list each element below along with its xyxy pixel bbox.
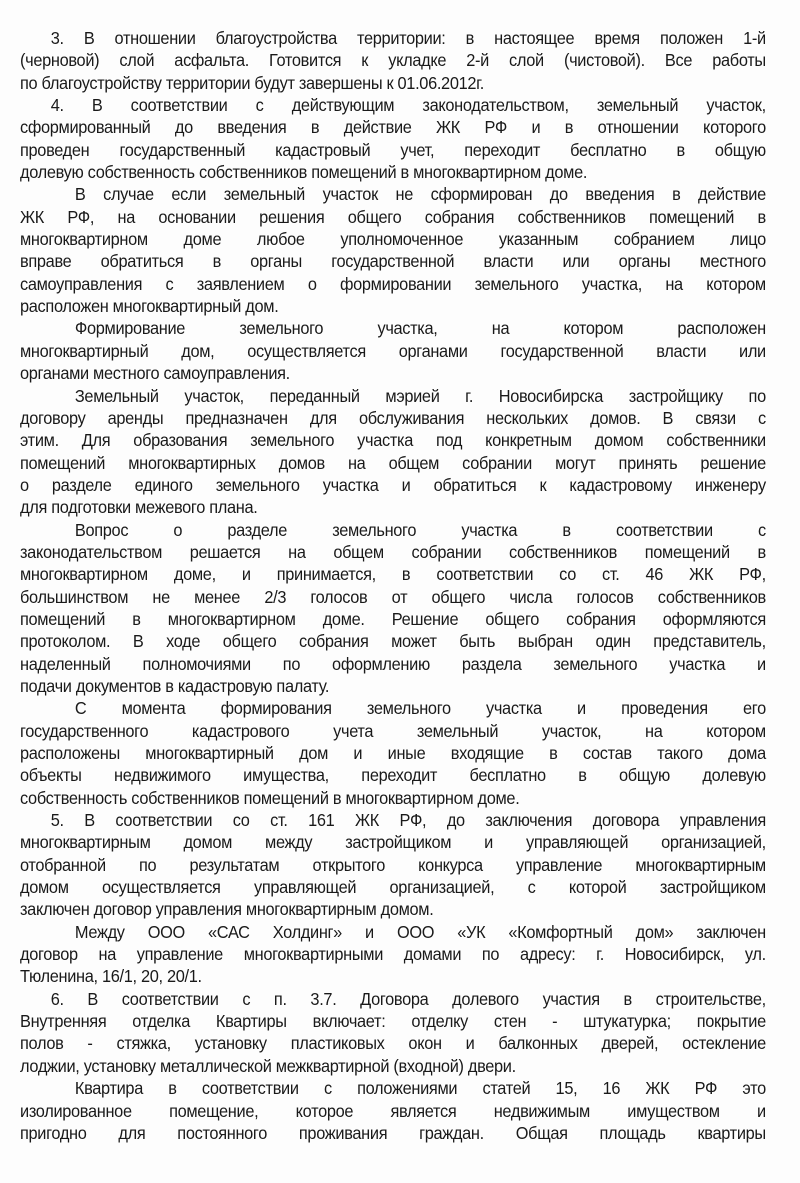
text-line: многоквартирным домом между застройщиком и управляющей организацией, bbox=[20, 832, 766, 853]
text-line: 6. В соответствии с п. 3.7. Договора долевого участия в строительстве, bbox=[50, 988, 766, 1009]
text-line: Формирование земельного участка, на котором расположен bbox=[74, 318, 766, 339]
text-line: 4. В соответствии с действующим законодательством, земельный участок, bbox=[50, 95, 766, 116]
text-line: Земельный участок, переданный мэрией г. Новосибирска застройщику по bbox=[74, 385, 766, 406]
text-line: большинством не менее 2/3 голосов от общего числа голосов собственников bbox=[20, 586, 766, 607]
text-line: Между ООО «САС Холдинг» и ООО «УК «Комфортный дом» заключен bbox=[74, 921, 766, 942]
text-line: многоквартирном доме, и принимается, в соответствии со ст. 46 ЖК РФ, bbox=[20, 564, 766, 585]
text-line: расположен многоквартирный дом. bbox=[20, 296, 279, 317]
text-line: помещений в многоквартирном доме. Решение общего собрания оформляются bbox=[20, 608, 766, 629]
text-line: договор на управление многоквартирными домами по адресу: г. Новосибирск, ул. bbox=[20, 944, 766, 965]
text-line: самоуправления с заявлением о формировании земельного участка, на котором bbox=[20, 273, 766, 294]
text-line: этим. Для образования земельного участка под конкретным домом собственники bbox=[20, 430, 766, 451]
text-line: изолированное помещение, которое является недвижимым имуществом и bbox=[20, 1100, 766, 1121]
text-line: проведен государственный кадастровый учет, переходит бесплатно в общую bbox=[20, 139, 766, 160]
text-line: полов - стяжка, установку пластиковых окон и балконных дверей, остекление bbox=[20, 1033, 766, 1054]
text-line: многоквартирном доме любое уполномоченное указанным собранием лицо bbox=[20, 229, 766, 250]
text-line: по благоустройству территории будут завершены к 01.06.2012г. bbox=[20, 72, 485, 93]
text-line: объекты недвижимого имущества, переходит бесплатно в общую долевую bbox=[20, 765, 766, 786]
text-line: 3. В отношении благоустройства территории: в настоящее время положен 1-й bbox=[50, 28, 766, 48]
text-line: домом осуществляется управляющей организацией, с которой застройщиком bbox=[20, 877, 766, 898]
text-line: о разделе единого земельного участка и обратиться к кадастровому инженеру bbox=[20, 474, 766, 495]
document-body bbox=[20, 27, 766, 1144]
text-line: сформированный до введения в действие ЖК РФ и в отношении которого bbox=[20, 117, 766, 138]
text-line: заключен договор управления многоквартирным домом. bbox=[20, 899, 434, 920]
text-line: собственность собственников помещений в многоквартирном доме. bbox=[20, 787, 520, 808]
text-line: долевую собственность собственников помещений в многоквартирном доме. bbox=[20, 162, 588, 183]
text-line: помещений многоквартирных домов на общем собрании могут принять решение bbox=[20, 452, 766, 473]
text-line: расположены многоквартирный дом и иные входящие в состав такого дома bbox=[20, 743, 766, 763]
text-line: наделенный полномочиями по оформлению раздела земельного участка и bbox=[20, 653, 766, 674]
text-line: договору аренды предназначен для обслуживания нескольких домов. В связи с bbox=[20, 407, 766, 428]
text-line: государственного кадастрового учета земельный участок, на котором bbox=[20, 720, 766, 741]
text-line: для подготовки межевого плана. bbox=[20, 497, 258, 518]
text-line: отобранной по результатам открытого конкурса управление многоквартирным bbox=[20, 854, 766, 875]
text-line: (черновой) слой асфальта. Готовится к укладке 2-й слой (чистовой). Все работы bbox=[20, 50, 766, 71]
text-line: Тюленина, 16/1, 20, 20/1. bbox=[20, 966, 202, 987]
text-line: пригодно для постоянного проживания граждан. Общая площадь квартиры bbox=[20, 1122, 766, 1143]
text-line: Вопрос о разделе земельного участка в соответствии с bbox=[74, 519, 766, 540]
text-line: вправе обратиться в органы государственной власти или органы местного bbox=[20, 251, 766, 272]
text-line: многоквартирный дом, осуществляется органами государственной власти или bbox=[20, 340, 766, 361]
text-line: Квартира в соответствии с положениями статей 15, 16 ЖК РФ это bbox=[74, 1078, 766, 1099]
text-line: лоджии, установку металлической межквартирной (входной) двери. bbox=[20, 1055, 516, 1076]
text-line: протоколом. В ходе общего собрания может быть выбран один представитель, bbox=[20, 631, 766, 652]
text-line: подачи документов в кадастровую палату. bbox=[20, 675, 330, 696]
text-line: законодательством решается на общем собрании собственников помещений в bbox=[20, 541, 766, 562]
text-line: С момента формирования земельного участка и проведения его bbox=[74, 698, 766, 719]
text-line: Внутренняя отделка Квартиры включает: отделку стен - штукатурка; покрытие bbox=[20, 1011, 766, 1032]
text-line: ЖК РФ, на основании решения общего собрания собственников помещений в bbox=[20, 206, 766, 227]
text-line: 5. В соответствии со ст. 161 ЖК РФ, до заключения договора управления bbox=[50, 810, 766, 831]
text-line: В случае если земельный участок не сформирован до введения в действие bbox=[74, 184, 766, 205]
text-line: органами местного самоуправления. bbox=[20, 363, 290, 384]
